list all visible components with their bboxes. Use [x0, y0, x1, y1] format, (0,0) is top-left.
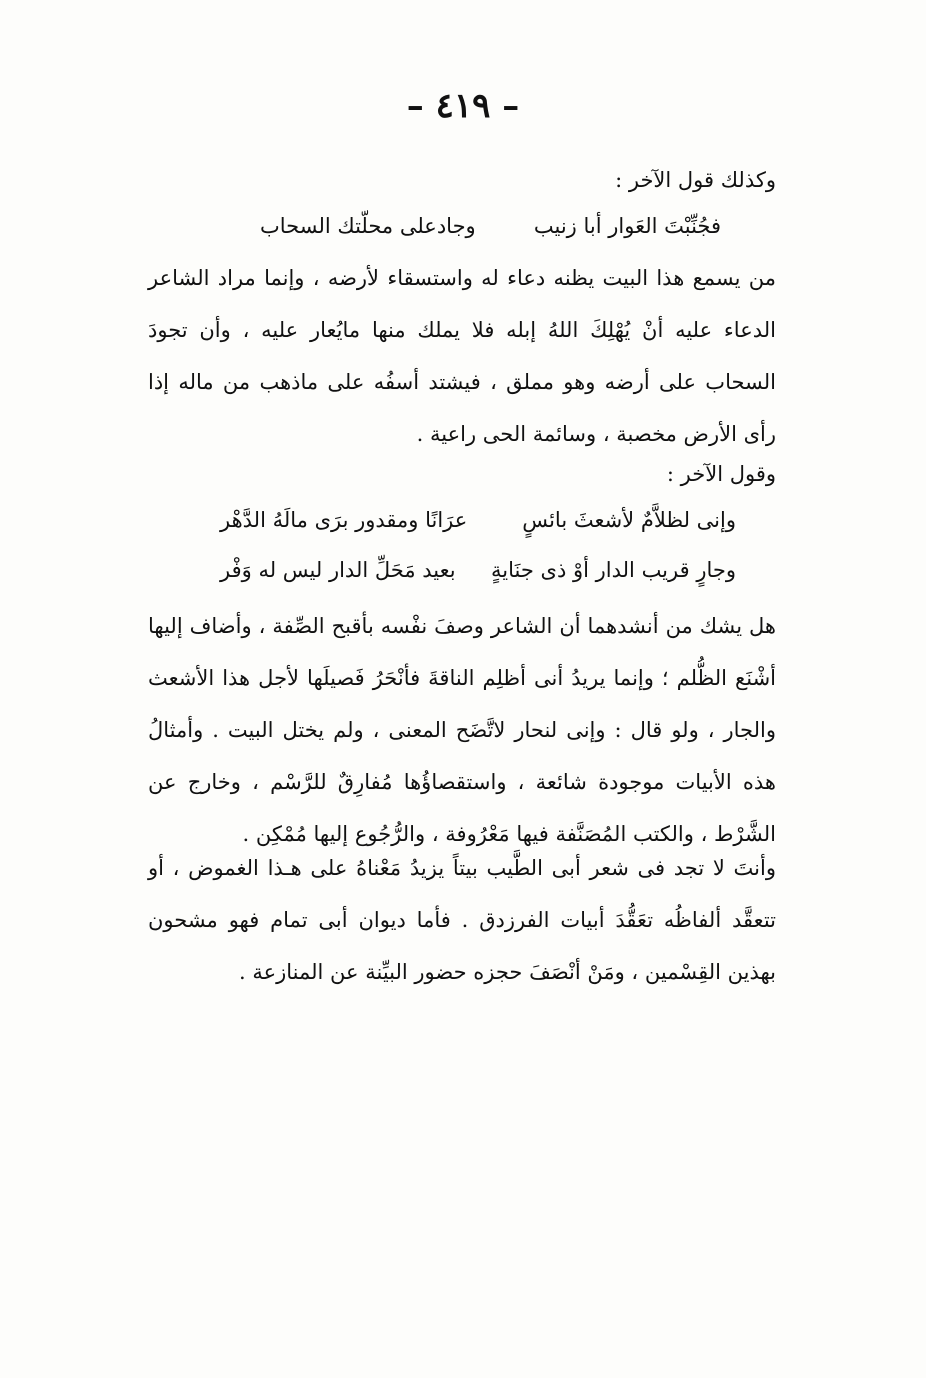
verse-1-second-hemistich: وجادعلى محلّتك السحاب — [260, 214, 476, 238]
intro-line-1: وكذلك قول الآخر : — [615, 168, 776, 192]
paragraph-3-text: وأنتَ لا تجد فى شعر أبى الطَّيب بيتاً يزيدُ مَعْناهُ على هـذا الغموض ، أو تتعقَّد ألفاظُه تعَقُّدَ أبيات الفرزدق . فأما ديوان أبى تمام فهو مشحون بهذين القِسْمين ، ومَنْ أنْصَفَ حجزه حضور البيِّنة عن المنازعة . — [148, 856, 776, 984]
paragraph-3 — [148, 842, 776, 998]
intro-line-2: وقول الآخر : — [666, 462, 776, 486]
paragraph-2 — [148, 600, 776, 860]
verse-3 — [150, 558, 776, 598]
verse-2-second-hemistich: عرَانًا ومقدور برَى مالَهُ الدَّهْر — [220, 508, 468, 532]
verse-3-first-hemistich: وجارٍ قريب الدار أوْ ذى جنَايةٍ — [491, 558, 736, 582]
verse-1-first-hemistich: فجُنِّبْتَ العَوار أبا زنيب — [533, 214, 721, 238]
verse-2 — [150, 508, 776, 548]
verse-1 — [150, 214, 776, 254]
verse-3-second-hemistich: بعيد مَحَلِّ الدار ليس له وَفْر — [220, 558, 456, 582]
verse-2-first-hemistich: وإنى لظلاَّمٌ لأشعثَ بائسٍ — [522, 508, 736, 532]
paragraph-2-text: هل يشك من أنشدهما أن الشاعر وصفَ نفْسه بأقبح الصِّفة ، وأضاف إليها أشْنَع الظُّلم ؛ وإنما يريدُ أنى أظلِم الناقةَ فأنْحَرُ فَصيلَها لأجل هذا الأشعث والجار ، ولو قال : وإنى لنحار لاتَّضَح المعنى ، ولم يختل البيت . وأمثالُ هذه الأبيات موجودة شائعة ، واستقصاؤُها مُفارِقٌ للرَّسْم ، وخارج عن الشَّرْط ، والكتب المُصَنَّفة فيها مَعْرُوفة ، والرُّجُوع إليها مُمْكِن . — [148, 614, 776, 846]
paragraph-1 — [148, 252, 776, 460]
page-number: – ٤١٩ – — [406, 86, 520, 126]
paragraph-1-text: من يسمع هذا البيت يظنه دعاء له واستسقاء لأرضه ، وإنما مراد الشاعر الدعاء عليه أنْ يُهْلِكَ اللهُ إبله فلا يملك منها مايُعار عليه ، وأن تجودَ السحاب على أرضه وهو مملق ، فيشتد أسفُه على ماذهب من ماله إذا رأى الأرض مخصبة ، وسائمة الحى راعية . — [148, 266, 776, 446]
